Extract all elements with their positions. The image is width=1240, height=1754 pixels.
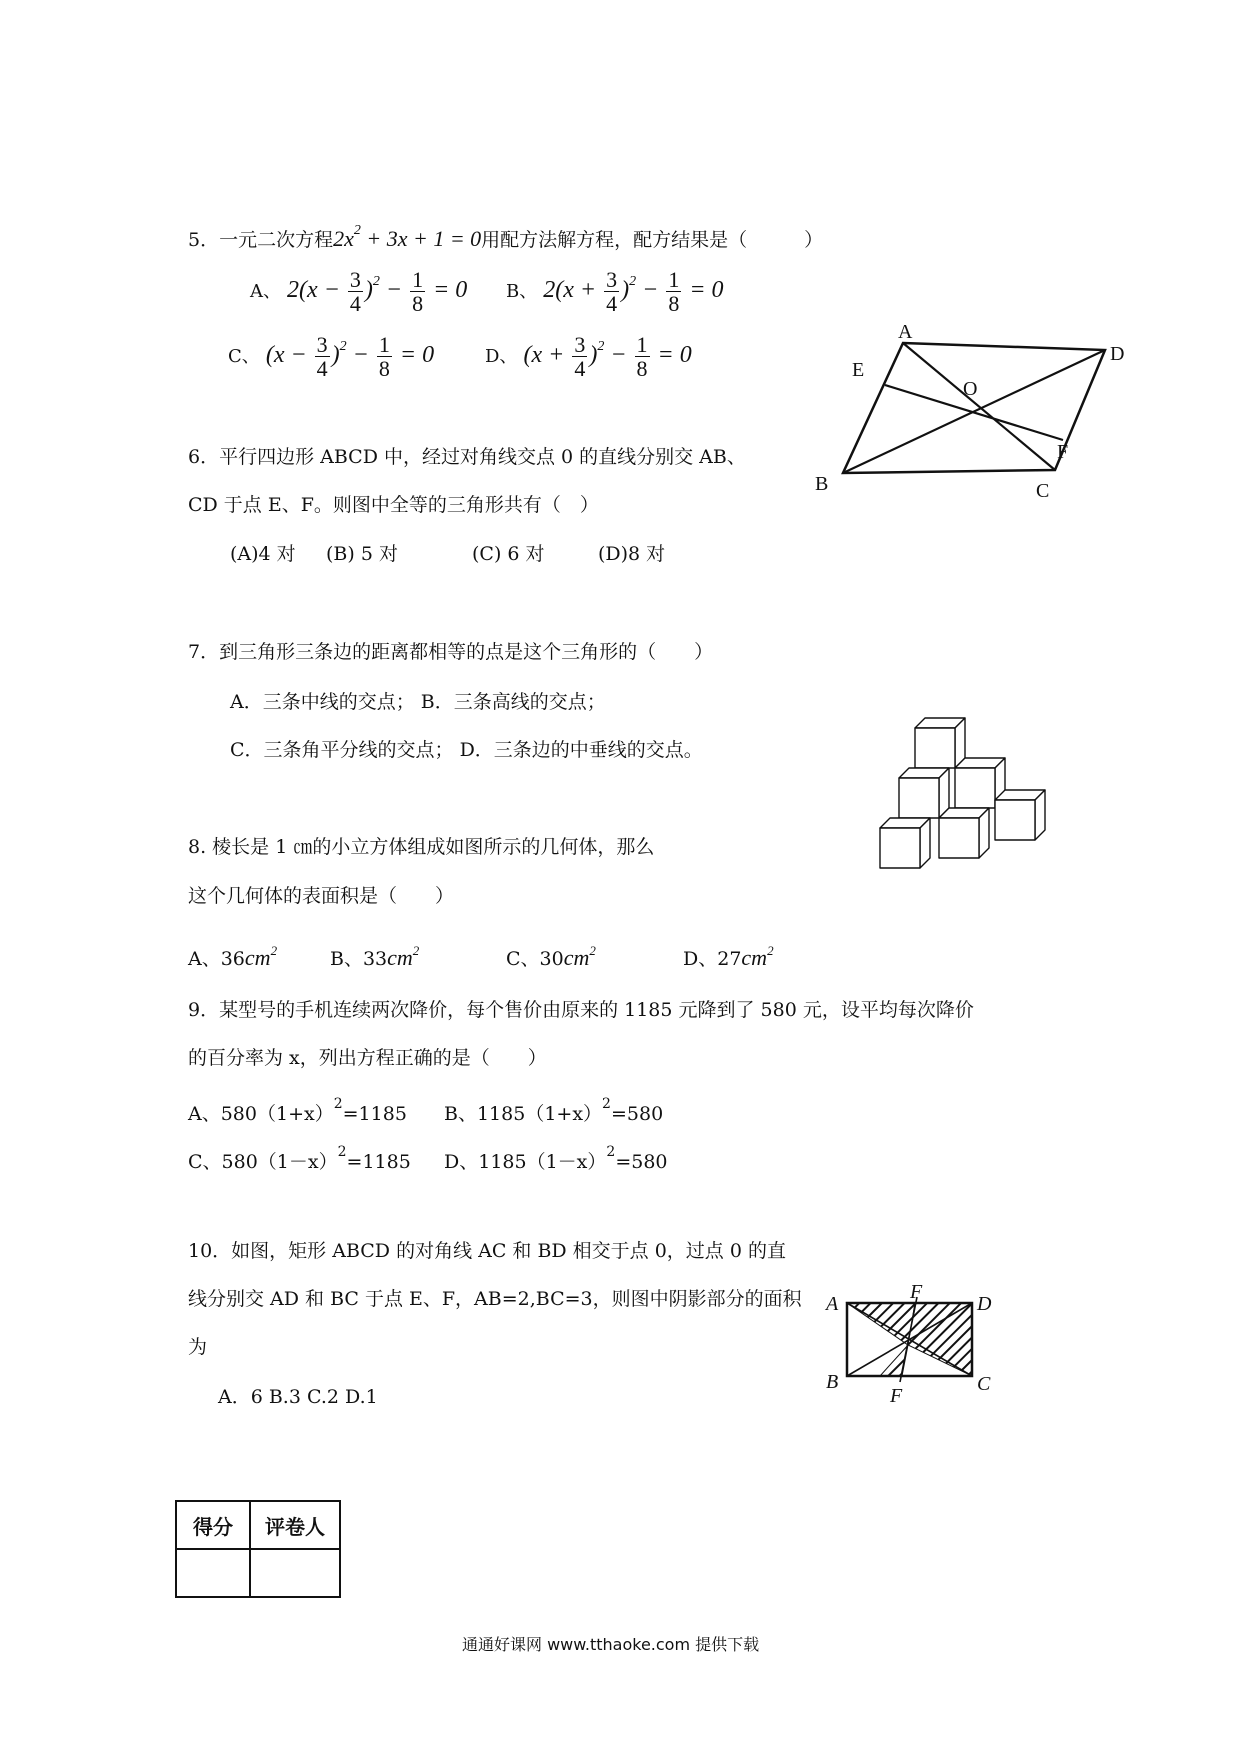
q6-option-d: (D)8 对 bbox=[598, 543, 666, 565]
score-table bbox=[175, 1500, 341, 1598]
q8-line1: 8. 棱长是 1 ㎝的小立方体组成如图所示的几何体，那么 bbox=[188, 836, 655, 858]
score-table-entry-row bbox=[176, 1549, 340, 1597]
diagonal-ac bbox=[903, 343, 1055, 470]
q8-option-c: C、$30cm^2$ bbox=[506, 943, 596, 970]
grader-header: 评卷人 bbox=[250, 1501, 340, 1549]
q6-option-a: (A)4 对 bbox=[230, 543, 296, 565]
grader-cell[interactable] bbox=[250, 1549, 340, 1597]
q5-option-b: B、 2(x + $\frac{3}{4}$ )$^2$ − $\frac{1}{8}$ = 0 bbox=[506, 267, 724, 317]
q8-line2: 这个几何体的表面积是（ ） bbox=[188, 885, 455, 907]
q6-line1: 6．平行四边形 ABCD 中，经过对角线交点 0 的直线分别交 AB、 bbox=[188, 446, 746, 468]
shaded-region-right bbox=[908, 1303, 972, 1376]
q6-option-b: (B) 5 对 bbox=[326, 543, 398, 565]
q10-line1: 10．如图，矩形 ABCD 的对角线 AC 和 BD 相交于点 0，过点 0 的直 bbox=[188, 1240, 786, 1262]
footer-credit: 通通好课网 www.tthaoke.com 提供下载 bbox=[462, 1635, 760, 1654]
q9-option-d: D、$1185(1-x)^2=580$ bbox=[444, 1144, 668, 1173]
q9-option-b: B、$1185(1+x)^2=580$ bbox=[444, 1096, 664, 1125]
q8-option-b: B、$33cm^2$ bbox=[330, 943, 420, 970]
label-d: D bbox=[977, 1293, 992, 1315]
label-e: E bbox=[852, 359, 865, 381]
score-header: 得分 bbox=[176, 1501, 250, 1549]
label-a: A bbox=[826, 1293, 839, 1315]
q9-line1: 9．某型号的手机连续两次降价，每个售价由原来的 1185 元降到了 580 元，设平均每次降价 bbox=[188, 999, 974, 1021]
label-c: C bbox=[977, 1373, 991, 1395]
label-c: C bbox=[1036, 480, 1050, 502]
q5-option-a: A、 2(x − $\frac{3}{4}$ )$^2$ − $\frac{1}{8}$ = 0 bbox=[250, 267, 468, 317]
score-table-header-row bbox=[176, 1501, 340, 1549]
q10-line3: 为 bbox=[188, 1336, 208, 1358]
parallelogram-figure bbox=[810, 325, 1130, 515]
cube bbox=[880, 818, 930, 868]
cube-stack-figure bbox=[875, 705, 1055, 875]
q6-line2: CD 于点 E、F。则图中全等的三角形共有（ ） bbox=[188, 494, 599, 516]
q5-stem: 5．一元二次方程$2x^2 + 3x + 1 = 0$用配方法解方程，配方结果是（ ） bbox=[188, 223, 824, 251]
q5-option-d: D、 (x + $\frac{3}{4}$ )$^2$ − $\frac{1}{8}$ = 0 bbox=[485, 332, 692, 382]
q8-option-d: D、$27cm^2$ bbox=[683, 943, 774, 970]
label-b: B bbox=[826, 1371, 839, 1393]
cube bbox=[915, 718, 965, 768]
label-d: D bbox=[1110, 343, 1125, 365]
label-b: B bbox=[815, 473, 829, 495]
q7-stem: 7．到三角形三条边的距离都相等的点是这个三角形的（ ） bbox=[188, 641, 714, 663]
q10-options: A．6 B.3 C.2 D.1 bbox=[218, 1386, 378, 1408]
label-f: F bbox=[1057, 441, 1069, 463]
q9-option-c: C、$580(1-x)^2=1185$ bbox=[188, 1144, 411, 1173]
q9-line2: 的百分率为 x，列出方程正确的是（ ） bbox=[188, 1047, 547, 1069]
label-a: A bbox=[898, 325, 913, 343]
q8-option-a: A、$36cm^2$ bbox=[188, 943, 278, 970]
q9-option-a: A、$580(1+x)^2=1185$ bbox=[188, 1096, 407, 1125]
q6-option-c: (C) 6 对 bbox=[472, 543, 545, 565]
cube bbox=[995, 790, 1045, 840]
cube bbox=[939, 808, 989, 858]
q7-options-cd: C．三条角平分线的交点； D．三条边的中垂线的交点。 bbox=[230, 739, 703, 761]
q10-line2: 线分别交 AD 和 BC 于点 E、F，AB=2,BC=3，则图中阴影部分的面积 bbox=[188, 1288, 802, 1310]
score-cell[interactable] bbox=[176, 1549, 250, 1597]
cube bbox=[899, 768, 949, 818]
label-o: O bbox=[963, 378, 978, 400]
label-f: F bbox=[890, 1385, 903, 1405]
label-e: F bbox=[910, 1285, 923, 1303]
q7-options-ab: A．三条中线的交点； B．三条高线的交点； bbox=[230, 691, 606, 713]
q5-option-c: C、 (x − $\frac{3}{4}$ )$^2$ − $\frac{1}{8}$ = 0 bbox=[228, 332, 435, 382]
rectangle-figure bbox=[820, 1285, 1020, 1405]
